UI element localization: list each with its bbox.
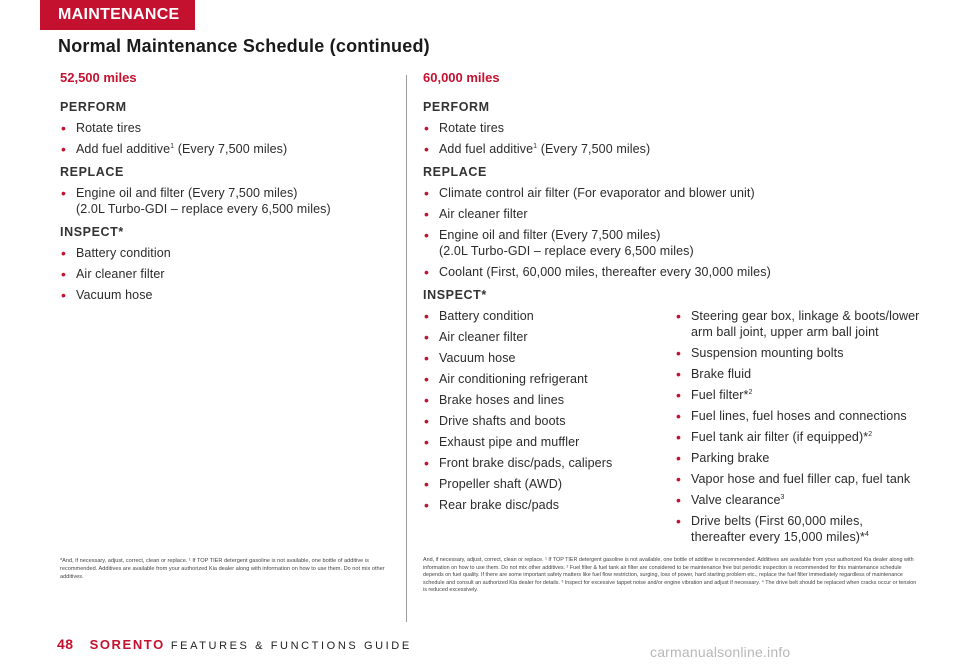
inspect-heading: INSPECT* [60, 225, 124, 239]
list-item: • Air cleaner filter [423, 206, 943, 222]
footer-brand: SORENTO [89, 637, 165, 652]
list-item: • Vacuum hose [60, 287, 390, 303]
list-item: • Suspension mounting bolts [675, 345, 940, 361]
list-item: • Brake fluid [675, 366, 940, 382]
watermark: carmanualsonline.info [650, 644, 791, 660]
page-title: Normal Maintenance Schedule (continued) [58, 36, 430, 56]
list-item: • Vapor hose and fuel filler cap, fuel tank [675, 471, 940, 487]
list-item: • Climate control air filter (For evaporator and blower unit) [423, 185, 943, 201]
list-item: • Valve clearance$^3$ [675, 492, 940, 508]
list-item: • Engine oil and filter (Every 7,500 miles) (2.0L Turbo-GDI – replace every 6,500 miles) [60, 185, 390, 217]
list-item: • Battery condition [60, 245, 390, 261]
list-item: • Rear brake disc/pads [423, 497, 673, 513]
footer-guide-title: FEATURES & FUNCTIONS GUIDE [170, 640, 412, 652]
replace-heading: REPLACE [423, 165, 487, 179]
list-item: • Engine oil and filter (Every 7,500 miles) (2.0L Turbo-GDI – replace every 6,500 miles) [423, 227, 943, 259]
schedule-52500 [60, 70, 390, 303]
inspect-list-col2 [675, 303, 940, 545]
footnote-right: And, if necessary, adjust, correct, clean or replace. ¹ If TOP TIER detergent gasoline is not available, one bottle of additive is recommended. Additives are available from your authorized Kia dealer along with information on how to use them. Do not mix other additives. ² Fuel filter & fuel tank air filter are considered to be maintenance free but periodic inspection is recommended for this maintenance schedule depends on fuel quality. If there are some important safety matters like fuel flow restriction, surging, loss of power, hard starting problem etc., replace the fuel filter immediately regardless of maintenance schedule and consult an authorized Kia dealer for details. ³ Inspect for excessive tappet noise and/or engine vibration and adjust if necessary. ⁴ The drive belt should be replaced when cracks occur or tension is reduced excessively. [423, 557, 917, 594]
perform-heading: PERFORM [423, 100, 490, 114]
perform-list [60, 120, 390, 157]
replace-heading: REPLACE [60, 165, 124, 179]
list-item: • Fuel filter*$^2$ [675, 387, 940, 403]
list-item: • Rotate tires [423, 120, 943, 136]
inspect-list [60, 245, 390, 303]
page-number: 48 [57, 636, 74, 652]
list-item: • Propeller shaft (AWD) [423, 476, 673, 492]
footnote-left: *And, if necessary, adjust, correct, clean or replace. ¹ If TOP TIER detergent gasoline is not available, one bottle of additive is recommended. Additives are available from your authorized Kia dealer along with information on how to use them. Do not mix other additives. [60, 558, 385, 580]
list-item: • Coolant (First, 60,000 miles, thereafter every 30,000 miles) [423, 264, 943, 280]
interval-heading: 60,000 miles [423, 70, 500, 85]
inspect-heading: INSPECT* [423, 288, 487, 302]
page-footer [57, 636, 412, 652]
list-item: • Drive shafts and boots [423, 413, 673, 429]
list-item: • Brake hoses and lines [423, 392, 673, 408]
replace-list [60, 185, 390, 217]
list-item: • Add fuel additive$^1$ (Every 7,500 miles) [60, 141, 390, 157]
list-item: • Rotate tires [60, 120, 390, 136]
list-item: • Air conditioning refrigerant [423, 371, 673, 387]
list-item: • Air cleaner filter [60, 266, 390, 282]
schedule-60000 [423, 70, 943, 553]
list-item: • Add fuel additive$^1$ (Every 7,500 miles) [423, 141, 943, 157]
list-item: • Air cleaner filter [423, 329, 673, 345]
perform-list [423, 120, 943, 157]
list-item: • Drive belts (First 60,000 miles, thereafter every 15,000 miles)*$^4$ [675, 513, 940, 545]
list-item: • Fuel lines, fuel hoses and connections [675, 408, 940, 424]
list-item: • Parking brake [675, 450, 940, 466]
interval-heading: 52,500 miles [60, 70, 137, 85]
inspect-list-col1 [423, 303, 673, 513]
section-tab: MAINTENANCE [40, 0, 195, 30]
list-item: • Vacuum hose [423, 350, 673, 366]
list-item: • Fuel tank air filter (if equipped)*$^2$ [675, 429, 940, 445]
list-item: • Exhaust pipe and muffler [423, 434, 673, 450]
column-divider [406, 75, 407, 622]
list-item: • Battery condition [423, 308, 673, 324]
list-item: • Steering gear box, linkage & boots/lower arm ball joint, upper arm ball joint [675, 308, 940, 340]
perform-heading: PERFORM [60, 100, 127, 114]
list-item: • Front brake disc/pads, calipers [423, 455, 673, 471]
replace-list [423, 185, 943, 280]
